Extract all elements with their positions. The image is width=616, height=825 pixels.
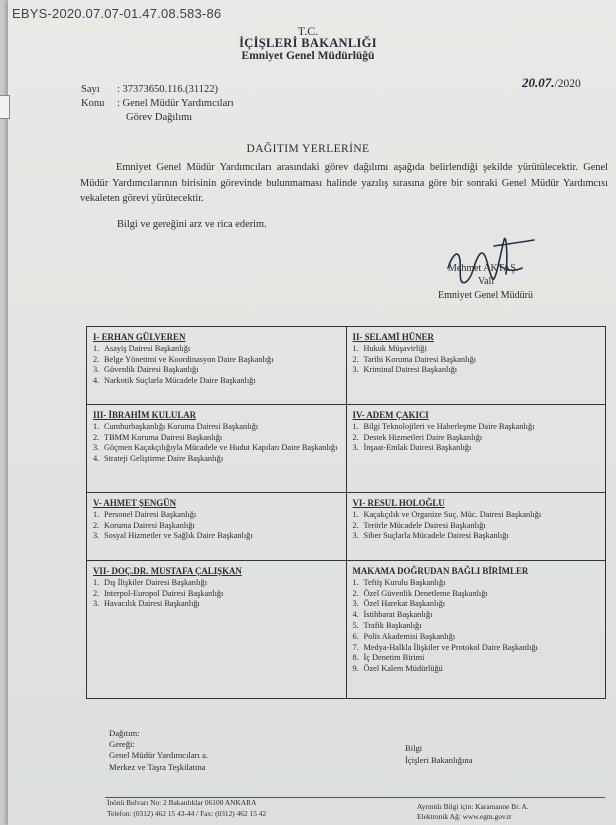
footer-website: Elektronik Ağ: www.egm.gov.tr — [417, 812, 512, 821]
signatory-name: Mehmet AKTAŞ — [448, 263, 516, 274]
list-item: 4. İstihbarat Başkanlığı — [352, 610, 433, 620]
list-item: 9. Özel Kalem Müdürlüğü — [352, 664, 443, 674]
cell-title: II- SELAMİ HÜNER — [352, 332, 434, 342]
cell-title: I- ERHAN GÜLVEREN — [93, 332, 186, 342]
assignment-cell — [346, 561, 606, 699]
assignment-table — [86, 326, 606, 699]
list-item: 2. Özel Güvenlik Denetleme Başkanlığı — [352, 588, 488, 598]
list-item: 7. Medya-Halkla İlişkiler ve Protokol Daire Başkanlığı — [352, 642, 538, 652]
list-item: 1. Bilgi Teknolojileri ve Haberleşme Daire Başkanlığı — [352, 421, 535, 431]
cell-title: VII- DOÇ.DR. MUSTAFA ÇALIŞKAN — [93, 566, 242, 576]
cell-title: MAKAMA DOĞRUDAN BAĞLI BİRİMLER — [352, 566, 529, 576]
geregi-recipient-2: Merkez ve Taşra Teşkilatına — [109, 762, 206, 772]
list-item: 3. İnşaat-Emlak Dairesi Başkanlığı — [352, 443, 472, 453]
list-item: 2. Belge Yönetimi ve Koordinasyon Daire Başkanlığı — [93, 354, 274, 364]
footer-phone: Telefon: (0312) 462 15 43-44 / Fax: (0312) 462 15 42 — [107, 809, 267, 818]
cell-title: III- İBRAHİM KULULAR — [93, 410, 197, 420]
date-handwritten: 20.07. — [522, 75, 555, 90]
list-item: 3. Sosyal Hizmetler ve Sağlık Daire Başkanlığı — [93, 531, 253, 541]
list-item: 4. Narkotik Suçlarla Mücadele Daire Başkanlığı — [93, 376, 256, 386]
list-item: 8. İç Denetim Birimi — [352, 653, 425, 663]
footer-address: İnönü Bulvarı No: 2 Bakanlıklar 06100 ANKARA — [107, 798, 257, 807]
list-item: 1. Hukuk Müşavirliği — [352, 343, 427, 353]
assignment-cell — [87, 493, 347, 561]
list-item: 3. Havacılık Dairesi Başkanlığı — [93, 599, 200, 609]
list-item: 3. Göçmen Kaçakçılığıyla Mücadele ve Hudut Kapıları Daire Başkanlığı — [93, 443, 338, 453]
date-year: /2020 — [554, 78, 581, 90]
signatory-title: Vali — [478, 276, 495, 287]
document-date — [522, 75, 581, 91]
bilgi-recipient: İçişleri Bakanlığına — [405, 755, 473, 765]
assignment-cell — [87, 405, 347, 493]
assignment-cell — [346, 327, 606, 405]
footer-contact: Ayrıntılı Bilgi için: Karamanne Br. A. — [417, 802, 529, 811]
signatory-position: Emniyet Genel Müdürü — [438, 290, 533, 301]
list-item: 3. Güvenlik Dairesi Başkanlığı — [93, 365, 199, 375]
side-tab — [0, 95, 10, 119]
assignment-cell — [87, 327, 347, 405]
list-item: 3. Özel Harekat Başkanlığı — [352, 599, 446, 609]
konu-value: : Genel Müdür Yardımcıları — [117, 98, 234, 109]
cell-title: VI- RESUL HOLOĞLU — [352, 498, 445, 508]
header-directorate: Emniyet Genel Müdürlüğü — [241, 50, 375, 62]
cell-title: V- AHMET ŞENGÜN — [93, 498, 177, 508]
distribution-title: DAĞITIM YERLERİNE — [246, 143, 370, 155]
list-item: 2. Koruma Dairesi Başkanlığı — [93, 520, 195, 530]
list-item: 2. Terörle Mücadele Dairesi Başkanlığı — [352, 520, 486, 530]
list-item: 3. Siber Suçlarla Mücadele Dairesi Başkanlığı — [352, 531, 509, 541]
list-item: 4. Strateji Geliştirme Daire Başkanlığı — [93, 454, 224, 464]
list-item: 3. Kriminal Dairesi Başkanlığı — [352, 365, 458, 375]
konu-label: Konu — [81, 98, 105, 109]
list-item: 1. Teftiş Kurulu Başkanlığı — [352, 577, 446, 587]
cell-title: IV- ADEM ÇAKICI — [352, 410, 429, 420]
list-item: 2. TBMM Koruma Dairesi Başkanlığı — [93, 432, 223, 442]
list-item: 5. Trafik Başkanlığı — [352, 620, 422, 630]
list-item: 1. Cumhurbaşkanlığı Koruma Dairesi Başkanlığı — [93, 421, 259, 431]
list-item: 2. Interpol-Europol Dairesi Başkanlığı — [93, 588, 224, 598]
assignment-cell — [346, 493, 606, 561]
geregi-label: Gereği: — [109, 739, 135, 749]
list-item: 2. Tarihi Koruma Dairesi Başkanlığı — [352, 354, 477, 364]
list-item: 1. Personel Dairesi Başkanlığı — [93, 509, 197, 519]
header-country: T.C. — [297, 24, 319, 38]
list-item: 1. Dış İlişkiler Dairesi Başkanlığı — [93, 577, 208, 587]
dagitim-label: Dağıtım: — [109, 728, 140, 738]
list-item: 1. Asayiş Dairesi Başkanlığı — [93, 343, 191, 353]
geregi-recipient-1: Genel Müdür Yardımcıları a. — [109, 750, 209, 760]
assignment-cell — [87, 561, 347, 699]
assignment-cell — [346, 405, 606, 493]
header-ministry: İÇİŞLERİ BAKANLIĞI — [239, 36, 377, 50]
sayi-value: : 37373650.116.(31122) — [117, 84, 219, 95]
list-item: 1. Kaçakçılık ve Organize Suç. Müc. Dairesi Başkanlığı — [352, 509, 542, 519]
sayi-label: Sayı — [81, 84, 100, 95]
body-paragraph: Emniyet Genel Müdür Yardımcıları arasındaki görev dağılımı aşağıda belirlendiği şekilde yürütülecektir. Genel Müdür Yardımcılarının birisinin görevinde bulunmaması halinde yazılış sırasına göre bir sonraki Genel Müdür Yardımcısı vekaleten görevi yürütecektir. — [80, 162, 608, 204]
konu-value-2: Görev Dağılımı — [126, 112, 193, 123]
body-closing: Bilgi ve gereğini arz ve rica ederim. — [117, 219, 267, 230]
bilgi-label: Bilgi — [405, 743, 423, 753]
ebys-number: EBYS-2020.07.07-01.47.08.583-86 — [12, 6, 222, 21]
list-item: 6. Polis Akademisi Başkanlığı — [352, 631, 456, 641]
list-item: 2. Destek Hizmetleri Daire Başkanlığı — [352, 432, 483, 442]
